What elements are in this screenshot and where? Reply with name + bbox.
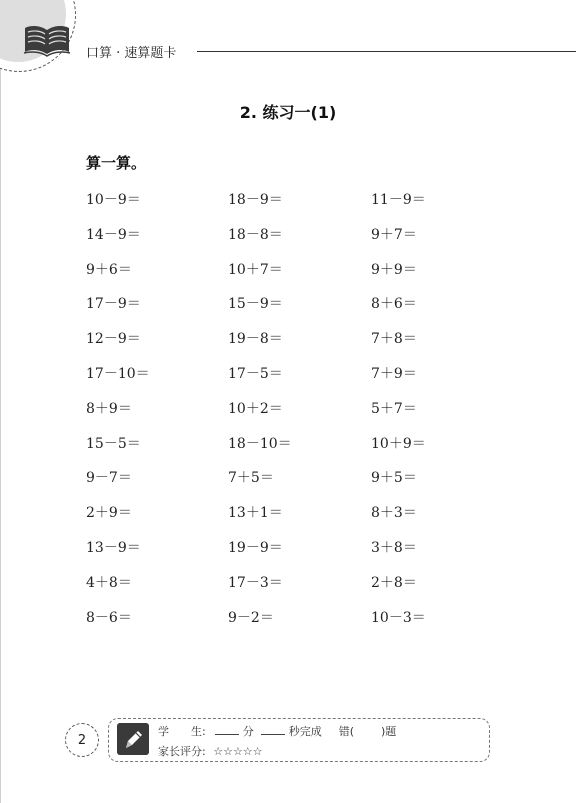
seconds-blank[interactable] <box>261 724 285 735</box>
problem-item: 9＋6＝ <box>86 261 132 278</box>
problem-item: 12－9＝ <box>86 331 141 348</box>
problem-item: 13－9＝ <box>86 540 141 556</box>
seconds-unit: 秒完成 <box>288 725 322 738</box>
minutes-unit: 分 <box>242 725 254 738</box>
problem-item: 10－9＝ <box>86 192 141 208</box>
problem-item: 7＋5＝ <box>228 470 274 487</box>
book-icon <box>22 22 72 58</box>
wrong-close: )题 <box>381 725 397 738</box>
problem-item: 10－3＝ <box>371 609 426 626</box>
problem-item: 9＋5＝ <box>371 470 417 487</box>
problem-item: 9＋7＝ <box>371 226 417 243</box>
problem-item: 8＋3＝ <box>371 505 417 522</box>
problem-item: 8＋6＝ <box>371 296 417 313</box>
problem-item: 19－9＝ <box>228 540 283 556</box>
footer-parent-line <box>158 743 263 759</box>
problem-item: 17－5＝ <box>228 366 283 382</box>
problem-item: 17－9＝ <box>86 296 141 313</box>
problem-item: 9－2＝ <box>228 609 274 626</box>
minutes-blank[interactable] <box>215 724 239 735</box>
parent-rating-label: 家长评分: <box>158 745 206 758</box>
rating-stars[interactable]: ☆☆☆☆☆ <box>213 745 263 758</box>
problem-item: 8＋9＝ <box>86 400 132 417</box>
problem-item: 13＋1＝ <box>228 505 283 522</box>
problem-item: 18－10＝ <box>228 435 292 452</box>
footer-time-line <box>158 723 396 739</box>
problem-item: 15－9＝ <box>228 296 283 313</box>
problem-item: 10＋7＝ <box>228 261 283 278</box>
problem-item: 9－7＝ <box>86 470 132 487</box>
problem-item: 18－8＝ <box>228 226 283 243</box>
lesson-title: 2. 练习一(1) <box>239 103 337 122</box>
page-number: 2 <box>65 723 99 757</box>
problem-item: 2＋8＝ <box>371 574 417 591</box>
problem-item: 7＋9＝ <box>371 366 417 382</box>
problem-item: 18－9＝ <box>228 192 283 208</box>
problem-item: 17－10＝ <box>86 366 150 382</box>
problem-item: 9＋9＝ <box>371 261 417 278</box>
problem-item: 14－9＝ <box>86 226 141 243</box>
problem-item: 15－5＝ <box>86 435 141 452</box>
problem-item: 17－3＝ <box>228 574 283 591</box>
problem-item: 7＋8＝ <box>371 331 417 348</box>
problem-item: 2＋9＝ <box>86 505 132 522</box>
problem-item: 3＋8＝ <box>371 540 417 556</box>
problem-item: 8－6＝ <box>86 609 132 626</box>
problem-item: 5＋7＝ <box>371 400 417 417</box>
instruction-text: 算一算。 <box>86 154 147 172</box>
problem-item: 10＋9＝ <box>371 435 426 452</box>
pencil-icon <box>117 723 149 755</box>
problem-item: 4＋8＝ <box>86 574 132 591</box>
wrong-label: 错( <box>338 725 355 738</box>
problem-item: 19－8＝ <box>228 331 283 348</box>
problem-item: 11－9＝ <box>371 192 426 208</box>
header-title: 口算 · 速算题卡 <box>86 46 177 61</box>
student-label: 学 生: <box>158 725 206 738</box>
problem-item: 10＋2＝ <box>228 400 283 417</box>
header-rule <box>197 51 576 52</box>
